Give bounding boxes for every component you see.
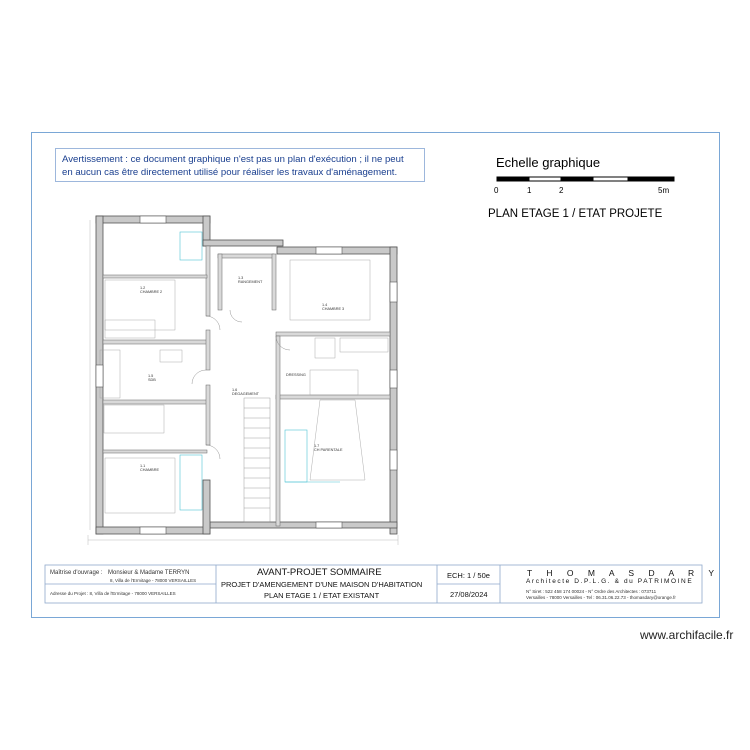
room-label-ch-parentale: 1.7 CH PARENTALE [314, 444, 343, 452]
room-label-sdb: 1.5 SDB [148, 374, 156, 382]
owner-address: 8, Villa de l'Ermitage - 78000 VERSAILLES [110, 578, 197, 583]
project-address: Adresse du Projet : 8, Villa de l'Ermitage - 78000 VERSAILLES [50, 591, 176, 596]
warning-line-1: Avertissement : ce document graphique n'est pas un plan d'exécution ; il ne peut [62, 154, 404, 165]
room-label-degagement: 1.6 DEGAGEMENT [232, 388, 260, 396]
room-label-chambre-3: 1.4 CHAMBRE 3 [322, 303, 345, 311]
drawing-date: 27/08/2024 [450, 590, 488, 599]
project-type: AVANT-PROJET SOMMAIRE [257, 567, 382, 578]
windows [96, 216, 397, 534]
project-description: PROJET D'AMENGEMENT D'UNE MAISON D'HABITATION [221, 580, 423, 589]
room-label-rangement: 1.3 RANGEMENT [238, 276, 263, 284]
scale-tick-1: 1 [527, 186, 532, 195]
exterior-walls [96, 216, 397, 534]
scale-tick-0: 0 [494, 186, 499, 195]
owner-label: Maîtrise d'ouvrage : [50, 570, 103, 576]
room-label-chambre-2: 1.2 CHAMBRE 2 [140, 286, 163, 294]
plan-name: PLAN ETAGE 1 / ETAT EXISTANT [264, 591, 380, 600]
plan-title: PLAN ETAGE 1 / ETAT PROJETE [488, 208, 663, 220]
warning-line-2: en aucun cas être directement utilisé pour réaliser les travaux d'aménagement. [62, 167, 398, 178]
furniture-cyan [180, 232, 340, 510]
firm-subtitle: Architecte D.P.L.G. & du PATRIMOINE [526, 578, 694, 585]
drawing-scale: ECH: 1 / 50e [447, 571, 490, 580]
room-label-dressing: DRESSING [286, 373, 306, 377]
room-label-chambre: 1.1 CHAMBRE [140, 464, 159, 472]
scale-title: Echelle graphique [496, 155, 601, 170]
watermark-text: www.archifacile.fr [640, 628, 734, 642]
scale-bar [497, 177, 674, 181]
scale-tick-2: 2 [559, 186, 564, 195]
firm-info-1: N° Siret : 522 458 174 00024 - N° Ordre des Architectes : 073711 [526, 589, 657, 594]
scale-tick-5m: 5m [658, 186, 670, 195]
firm-name: T H O M A S D A R Y [527, 568, 721, 578]
staircase [244, 398, 270, 522]
firm-info-2: Versailles - 78000 Versailles - Tel : 06.31.06.22.73 - thomasdary@orange.fr [526, 595, 676, 600]
owner-name: Monsieur & Madame TERRYN [108, 570, 190, 576]
